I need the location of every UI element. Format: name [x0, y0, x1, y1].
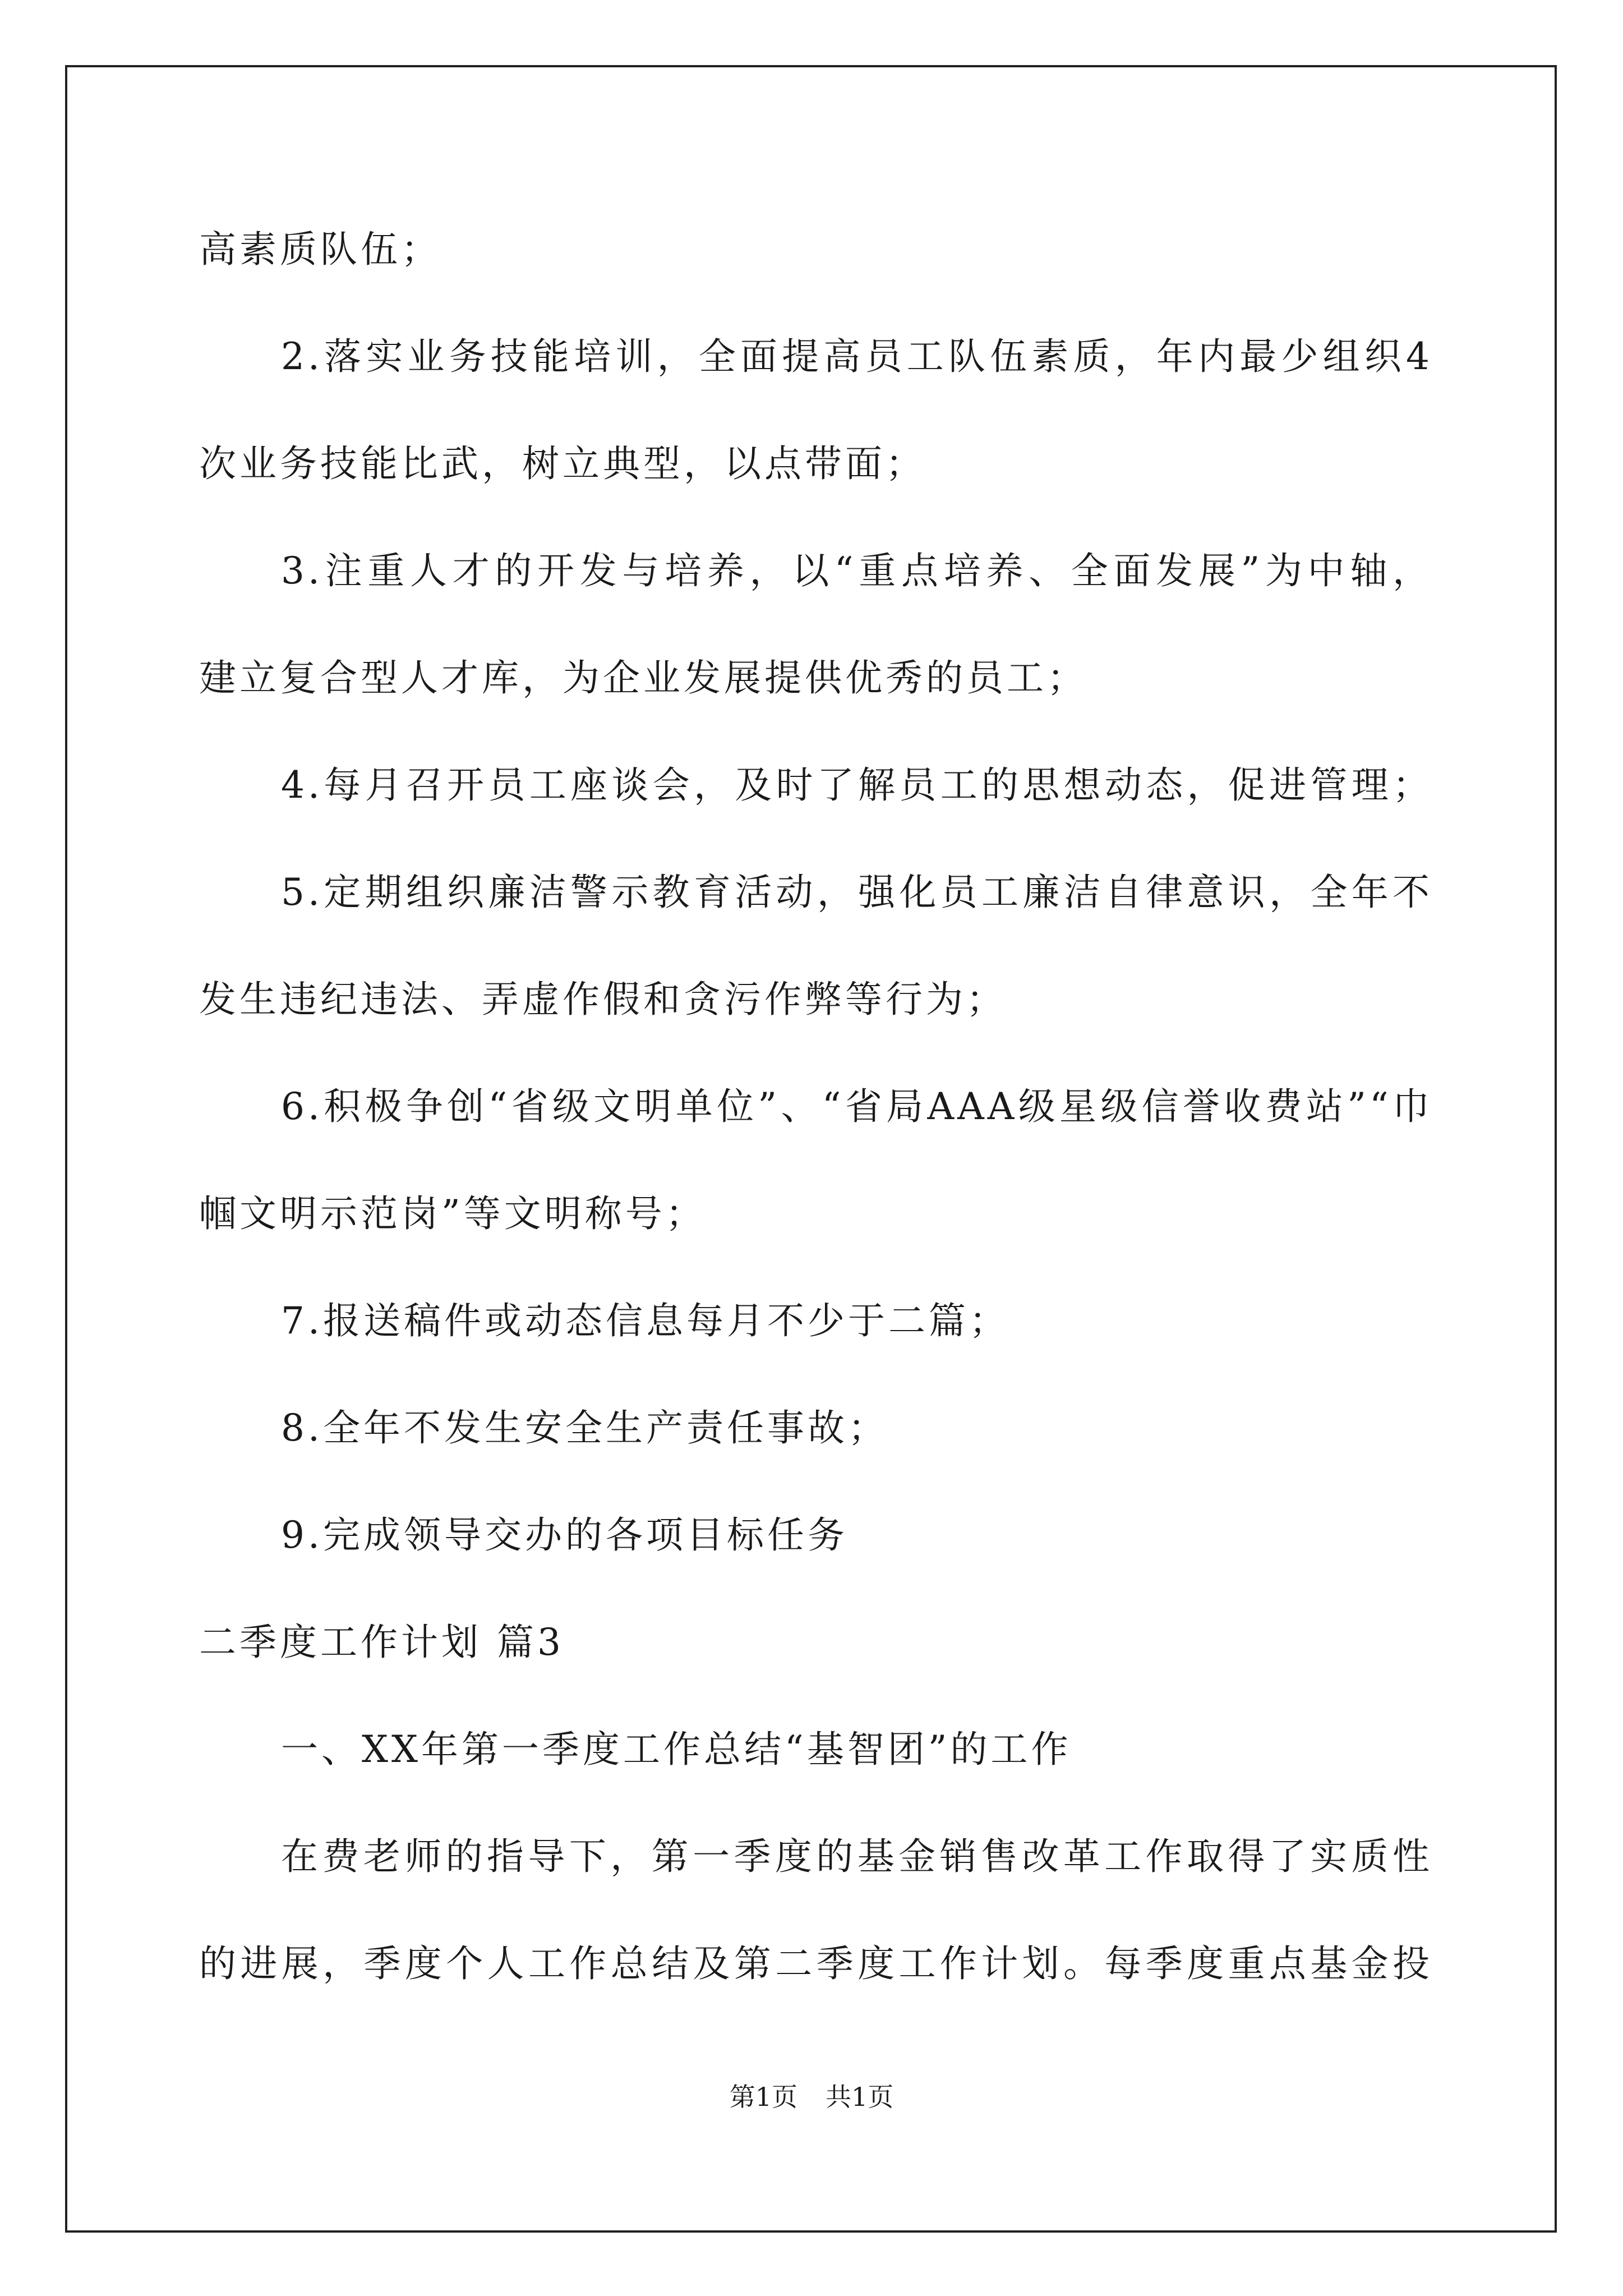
- text-line: 3.注重人才的开发与培养，以“重点培养、全面发展”为中轴，: [281, 549, 1433, 592]
- text-line: 发生违纪违法、弄虚作假和贪污作弊等行为；: [199, 978, 1007, 1021]
- text-line: 8.全年不发生安全生产责任事故；: [281, 1406, 888, 1450]
- text-line: 9.完成领导交办的各项目标任务: [281, 1513, 848, 1557]
- text-line: 建立复合型人才库，为企业发展提供优秀的员工；: [199, 656, 1087, 700]
- text-line: 高素质队伍；: [199, 228, 441, 271]
- text-line: 2.落实业务技能培训，全面提高员工队伍素质，年内最少组织4: [281, 335, 1433, 378]
- section-heading: 二季度工作计划 篇3: [199, 1621, 564, 1664]
- text-line: 在费老师的指导下，第一季度的基金销售改革工作取得了实质性: [281, 1835, 1433, 1878]
- document-body: [199, 216, 1433, 2037]
- page-number: 第1页: [729, 2082, 797, 2112]
- total-pages: 共1页: [826, 2082, 894, 2112]
- text-line: 次业务技能比武，树立典型，以点带面；: [199, 442, 926, 485]
- text-line: 的进展，季度个人工作总结及第二季度工作计划。每季度重点基金投: [199, 1942, 1433, 1985]
- text-line: 6.积极争创“省级文明单位”、“省局AAA级星级信誉收费站”“巾: [281, 1085, 1433, 1128]
- text-line: 一、XX年第一季度工作总结“基智团”的工作: [281, 1728, 1072, 1771]
- text-line: 4.每月召开员工座谈会，及时了解员工的思想动态，促进管理；: [281, 763, 1433, 807]
- text-line: 7.报送稿件或动态信息每月不少于二篇；: [281, 1299, 1009, 1342]
- text-line: 帼文明示范岗”等文明称号；: [199, 1192, 706, 1235]
- page-footer: [0, 2080, 1623, 2114]
- text-line: 5.定期组织廉洁警示教育活动，强化员工廉洁自律意识，全年不: [281, 871, 1433, 914]
